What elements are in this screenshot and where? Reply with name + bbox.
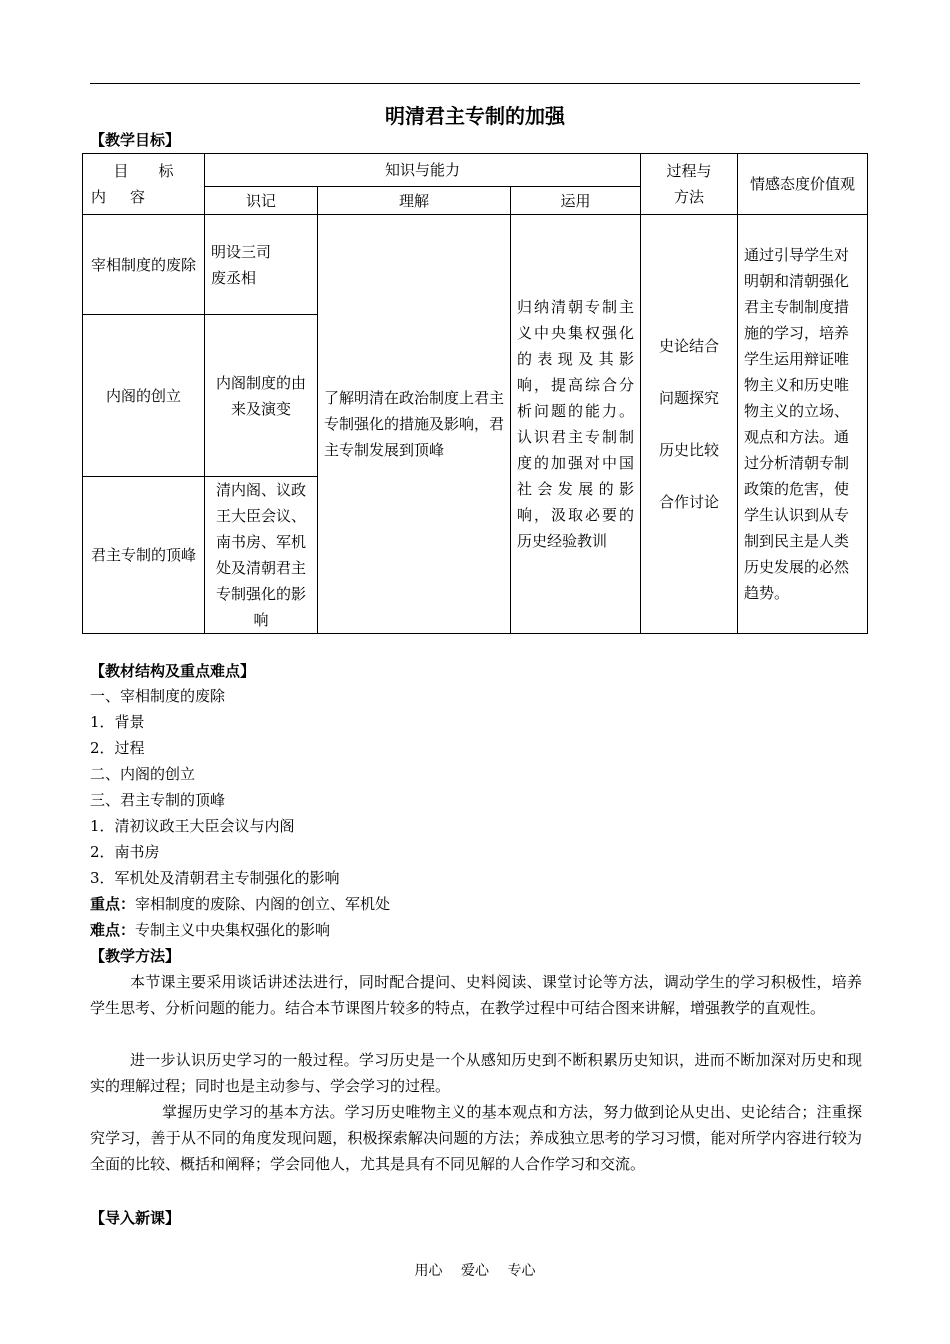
row-remember-abolish-chancellor: 明设三司 废丞相 [205,215,318,315]
key-points [90,891,390,917]
method-item: 史论结合 [659,337,720,355]
row-content-cabinet: 内阁的创立 [83,315,205,477]
outline-item: 一、宰相制度的废除 [90,687,226,705]
section-structure-heading: 【教材结构及重点难点】 [90,662,256,680]
table-corner-cell [83,154,205,215]
section-objectives-heading: 【教学目标】 [90,131,181,149]
page-footer: 用心 爱心 专心 [414,1263,536,1279]
difficult-label: 难点： [90,921,136,939]
outline-item: 3．军机处及清朝君主专制强化的影响 [90,869,340,887]
corner-content: 内容 [91,188,170,206]
outline-item: 1．清初议政王大臣会议与内阁 [90,817,295,835]
outline-item: 2．过程 [90,739,145,757]
outline-item: 二、内阁的创立 [90,765,196,783]
row-remember-cabinet: 内阁制度的由来及演变 [205,315,318,477]
header-remember: 识记 [205,187,318,215]
section-intro-heading: 【导入新课】 [90,1209,181,1227]
header-apply: 运用 [511,187,641,215]
header-process-method: 过程与方法 [641,154,738,215]
outline-item: 2．南书房 [90,843,160,861]
cell-apply: 归纳清朝专制主义中央集权强化的表现及其影响，提高综合分析问题的能力。认识君主专制制度的加强对中国社会发展的影响，汲取必要的历史经验教训 [511,215,641,634]
header-understand: 理解 [318,187,511,215]
row-content-peak: 君主专制的顶峰 [83,477,205,634]
row-remember-peak: 清内阁、议政王大臣会议、南书房、军机处及清朝君主专制强化的影响 [205,477,318,634]
difficult-points [90,917,330,943]
difficult-text: 专制主义中央集权强化的影响 [135,921,331,939]
key-text: 宰相制度的废除、内阁的创立、军机处 [135,895,391,913]
cell-emotion: 通过引导学生对明朝和清朝强化君主专制制度措施的学习，培养学生运用辩证唯物主义和历史唯物主义的立场、观点和方法。通过分析清朝专制政策的危害，使学生认识到从专制到民主是人类历史发展的必然趋势。 [738,215,868,634]
method-paragraph-2: 进一步认识历史学习的一般过程。学习历史是一个从感知历史到不断积累历史知识，进而不断加深对历史和现实的理解过程；同时也是主动参与、学会学习的过程。 [90,1051,862,1095]
method-paragraph-1: 本节课主要采用谈话讲述法进行，同时配合提问、史料阅读、课堂讨论等方法，调动学生的学习积极性，培养学生思考、分析问题的能力。结合本节课图片较多的特点，在教学过程中可结合图来讲解，增强教学的直观性。 [90,973,862,1017]
header-knowledge-ability: 知识与能力 [205,154,641,187]
key-label: 重点： [90,895,136,913]
corner-goal: 目标 [113,162,204,180]
header-emotion-values: 情感态度价值观 [738,154,868,215]
outline-item: 1．背景 [90,713,145,731]
method-item: 合作讨论 [659,493,720,511]
cell-understand: 了解明清在政治制度上君主专制强化的措施及影响，君主专制发展到顶峰 [318,215,511,634]
cell-methods [641,215,738,634]
method-paragraph-3: 掌握历史学习的基本方法。学习历史唯物主义的基本观点和方法，努力做到论从史出、史论结合；注重探究学习，善于从不同的角度发现问题，积极探索解决问题的方法；养成独立思考的学习习惯，能对所学内容进行较为全面的比较、概括和阐释；学会同他人，尤其是具有不同见解的人合作学习和交流。 [90,1103,862,1173]
method-item: 历史比较 [659,441,720,459]
objectives-table [82,153,868,634]
outline-item: 三、君主专制的顶峰 [90,791,226,809]
row-content-abolish-chancellor: 宰相制度的废除 [83,215,205,315]
page-title: 明清君主专制的加强 [385,104,565,128]
section-method-heading: 【教学方法】 [90,947,181,965]
header-rule [90,83,860,84]
method-item: 问题探究 [659,389,720,407]
